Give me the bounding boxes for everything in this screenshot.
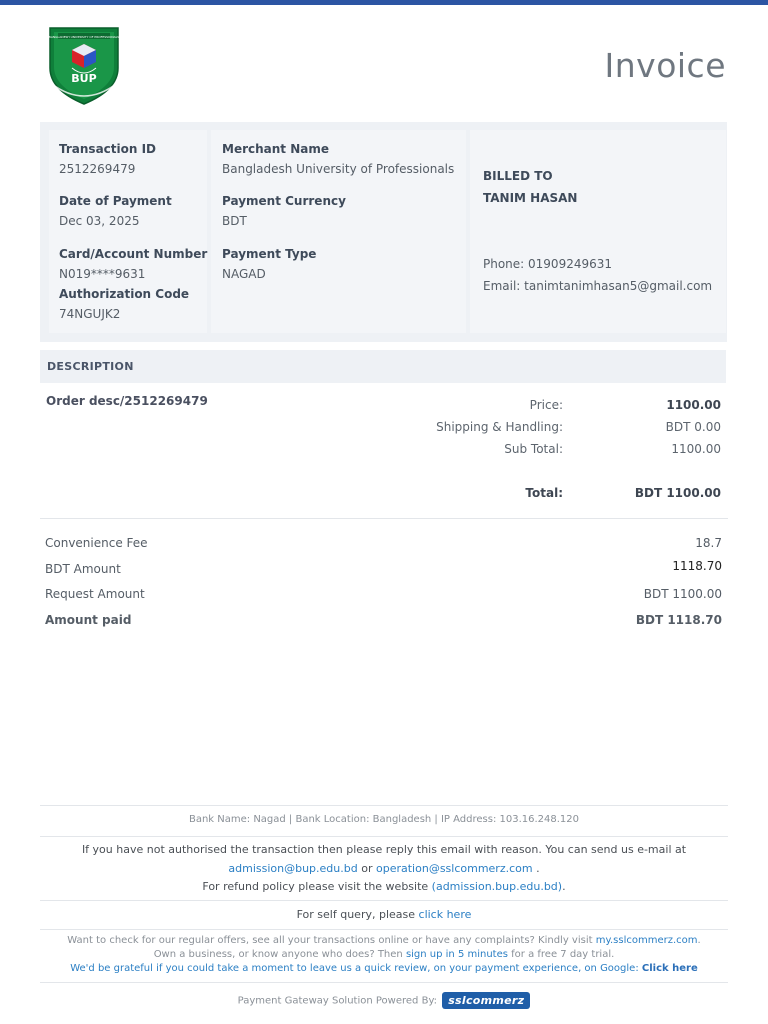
- request-amount-value: BDT 1100.00: [643, 587, 722, 601]
- billed-to-phone: Phone: 01909249631: [483, 257, 613, 271]
- divider: [40, 518, 728, 519]
- sslcommerz-email-link[interactable]: operation@sslcommerz.com: [376, 862, 533, 875]
- trial-text: for a free 7 day trial.: [511, 949, 615, 960]
- shipping-value: BDT 0.00: [665, 420, 721, 434]
- business-text: Own a business, or know anyone who does? Then: [153, 949, 403, 960]
- price-label: Price:: [529, 398, 563, 412]
- order-description: Order desc/2512269479: [46, 394, 208, 408]
- card-account-label: Card/Account Number: [59, 247, 208, 261]
- authorization-code-value: 74NGUJK2: [59, 307, 121, 321]
- my-sslcommerz-link[interactable]: my.sslcommerz.com: [595, 935, 698, 946]
- transaction-id-label: Transaction ID: [59, 142, 157, 156]
- billed-to-column: [470, 130, 726, 333]
- refund-period: .: [562, 880, 566, 893]
- bdt-amount-label: BDT Amount: [45, 562, 121, 576]
- merchant-name-value: Bangladesh University of Professionals: [222, 162, 455, 176]
- logo-text: BUP: [71, 72, 97, 85]
- transaction-id-value: 2512269479: [59, 162, 136, 176]
- card-account-value: N019****9631: [59, 267, 146, 281]
- payment-type-value: NAGAD: [222, 267, 266, 281]
- convenience-fee-value: 18.7: [695, 536, 722, 550]
- top-accent-bar: [0, 0, 768, 5]
- description-header-bar: [40, 350, 726, 383]
- subtotal-label: Sub Total:: [504, 442, 563, 456]
- convenience-fee-label: Convenience Fee: [45, 536, 148, 550]
- date-of-payment-value: Dec 03, 2025: [59, 214, 140, 228]
- billed-to-name: TANIM HASAN: [483, 191, 578, 205]
- date-of-payment-label: Date of Payment: [59, 194, 172, 208]
- subtotal-value: 1100.00: [671, 442, 721, 456]
- amount-paid-value: BDT 1118.70: [635, 613, 722, 627]
- period-text: .: [536, 862, 540, 875]
- payment-currency-value: BDT: [222, 214, 247, 228]
- review-text: We'd be grateful if you could take a moment to leave us a quick review, on your payment experience, on Google:: [70, 963, 639, 974]
- offers-notice: [40, 935, 728, 946]
- page-title: Invoice: [604, 46, 726, 85]
- bup-logo: [44, 24, 124, 106]
- request-amount-label: Request Amount: [45, 587, 145, 601]
- merchant-name-label: Merchant Name: [222, 142, 329, 156]
- bup-email-link[interactable]: admission@bup.edu.bd: [228, 862, 358, 875]
- refund-text: For refund policy please visit the website: [202, 880, 429, 893]
- self-query-link[interactable]: click here: [418, 908, 472, 921]
- review-notice: [40, 963, 728, 974]
- self-query-text: For self query, please: [296, 908, 416, 921]
- refund-policy: [40, 880, 728, 893]
- sslcommerz-logo[interactable]: sslcommerz: [442, 992, 530, 1009]
- self-query: [40, 908, 728, 921]
- divider: [40, 836, 728, 837]
- divider: [40, 929, 728, 930]
- divider: [40, 900, 728, 901]
- powered-by: [40, 992, 728, 1009]
- bank-info: Bank Name: Nagad | Bank Location: Bangladesh | IP Address: 103.16.248.120: [188, 814, 580, 825]
- total-value: BDT 1100.00: [634, 486, 721, 500]
- bdt-amount-value: 1118.70: [672, 559, 722, 573]
- amount-paid-label: Amount paid: [45, 613, 132, 627]
- divider: [40, 982, 728, 983]
- shipping-label: Shipping & Handling:: [436, 420, 563, 434]
- offers-period: .: [697, 935, 701, 946]
- billed-to-label: BILLED TO: [483, 169, 553, 183]
- powered-by-text: Payment Gateway Solution Powered By:: [237, 995, 437, 1007]
- description-header: DESCRIPTION: [47, 360, 134, 373]
- signup-link[interactable]: sign up in 5 minutes: [405, 949, 508, 960]
- refund-website-link[interactable]: (admission.bup.edu.bd): [431, 880, 563, 893]
- business-notice: [40, 949, 728, 960]
- authorisation-notice: If you have not authorised the transaction then please reply this email with reason. You can send us e-mail at: [81, 843, 687, 856]
- or-text: or: [361, 862, 373, 875]
- divider: [40, 805, 728, 806]
- offers-text: Want to check for our regular offers, see all your transactions online or have any complaints? Kindly visit: [67, 935, 593, 946]
- contact-emails: [40, 862, 728, 875]
- payment-currency-label: Payment Currency: [222, 194, 346, 208]
- google-review-link[interactable]: Click here: [641, 963, 698, 974]
- authorization-code-label: Authorization Code: [59, 287, 190, 301]
- total-label: Total:: [525, 486, 563, 500]
- price-value: 1100.00: [666, 398, 721, 412]
- merchant-column: [211, 130, 466, 333]
- svg-text:BANGLADESH UNIVERSITY OF PROFE: BANGLADESH UNIVERSITY OF PROFESSIONALS: [48, 35, 120, 39]
- payment-type-label: Payment Type: [222, 247, 317, 261]
- billed-to-email: Email: tanimtanimhasan5@gmail.com: [483, 279, 713, 293]
- transaction-column: [49, 130, 207, 333]
